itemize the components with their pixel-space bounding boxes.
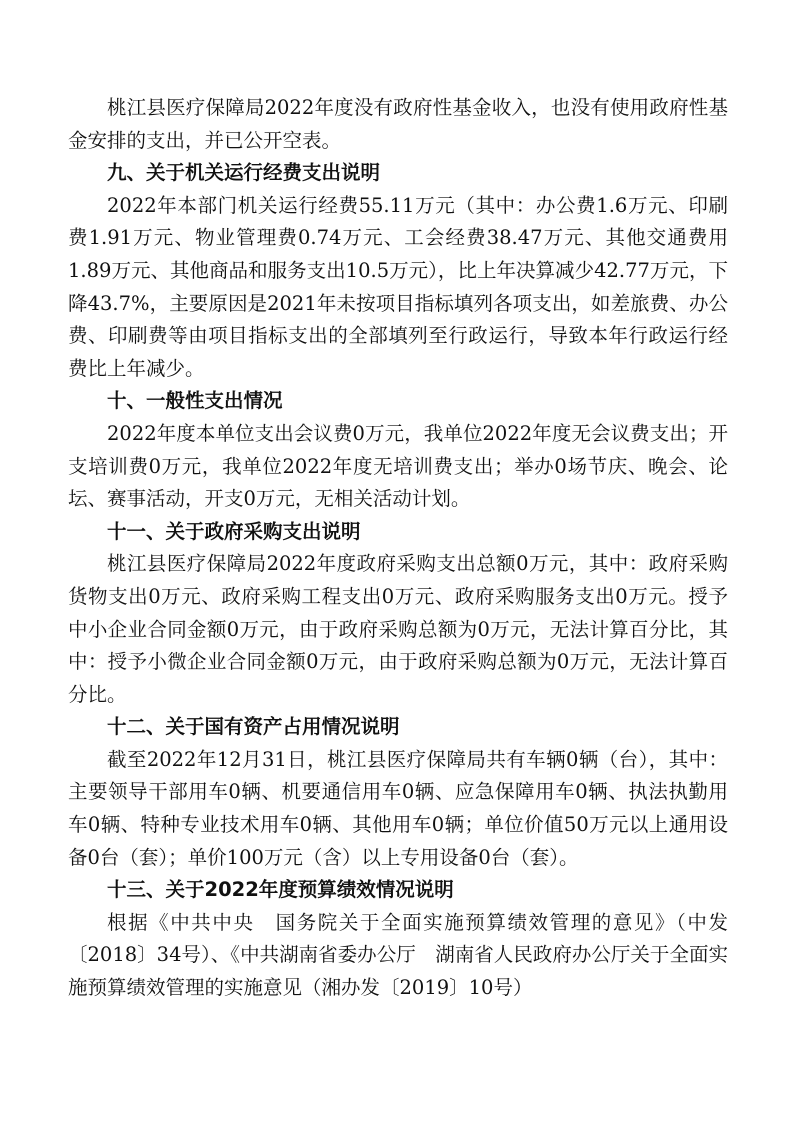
section-heading-state-assets: 十二、关于国有资产占用情况说明 — [107, 715, 400, 739]
paragraph-operating-expenses: 2022年本部门机关运行经费55.11万元（其中：办公费1.6万元、印刷费1.91万元、物业管理费0.74万元、工会经费38.47万元、其他交通费用1.89万元、其他商品和服务支出10.5万元），比上年决算减少42.77万元，下降43.7%，主要原因是2021年未按项目指标填列各项支出，如差旅费、办公费、印刷费等由项目指标支出的全部填列至行政运行，导致本年行政运行经费比上年减少。 — [68, 193, 728, 380]
section-heading-operating-expenses: 九、关于机关运行经费支出说明 — [107, 161, 381, 185]
paragraph-government-procurement: 桃江县医疗保障局2022年度政府采购支出总额0万元，其中：政府采购货物支出0万元、政府采购工程支出0万元、政府采购服务支出0万元。授予中小企业合同金额0万元，由于政府采购总额为0万元，无法计算百分比，其中：授予小微企业合同金额0万元，由于政府采购总额为0万元，无法计算百分比。 — [68, 552, 728, 706]
paragraph-state-assets: 截至2022年12月31日，桃江县医疗保障局共有车辆0辆（台），其中：主要领导干部用车0辆、机要通信用车0辆、应急保障用车0辆、执法执勤用车0辆、特种专业技术用车0辆、其他用车0辆；单位价值50万元以上通用设备0台（套）；单价100万元（含）以上专用设备0台（套）。 — [68, 747, 728, 869]
paragraph-performance: 根据《中共中央 国务院关于全面实施预算绩效管理的意见》（中发〔2018〕34号）、《中共湖南省委办公厅 湖南省人民政府办公厅关于全面实施预算绩效管理的实施意见（湘办发〔2019〕10号） — [68, 910, 728, 1000]
paragraph-fund-budget: 桃江县医疗保障局2022年度没有政府性基金收入，也没有使用政府性基金安排的支出，并已公开空表。 — [68, 96, 728, 152]
section-heading-general-expenditure: 十、一般性支出情况 — [107, 389, 283, 413]
document-page — [68, 92, 728, 1005]
section-heading-performance: 十三、关于2022年度预算绩效情况说明 — [107, 878, 454, 902]
section-heading-government-procurement: 十一、关于政府采购支出说明 — [107, 519, 361, 543]
paragraph-general-expenditure: 2022年度本单位支出会议费0万元，我单位2022年度无会议费支出；开支培训费0万元，我单位2022年度无培训费支出；举办0场节庆、晚会、论坛、赛事活动，开支0万元，无相关活动计划。 — [68, 421, 728, 511]
